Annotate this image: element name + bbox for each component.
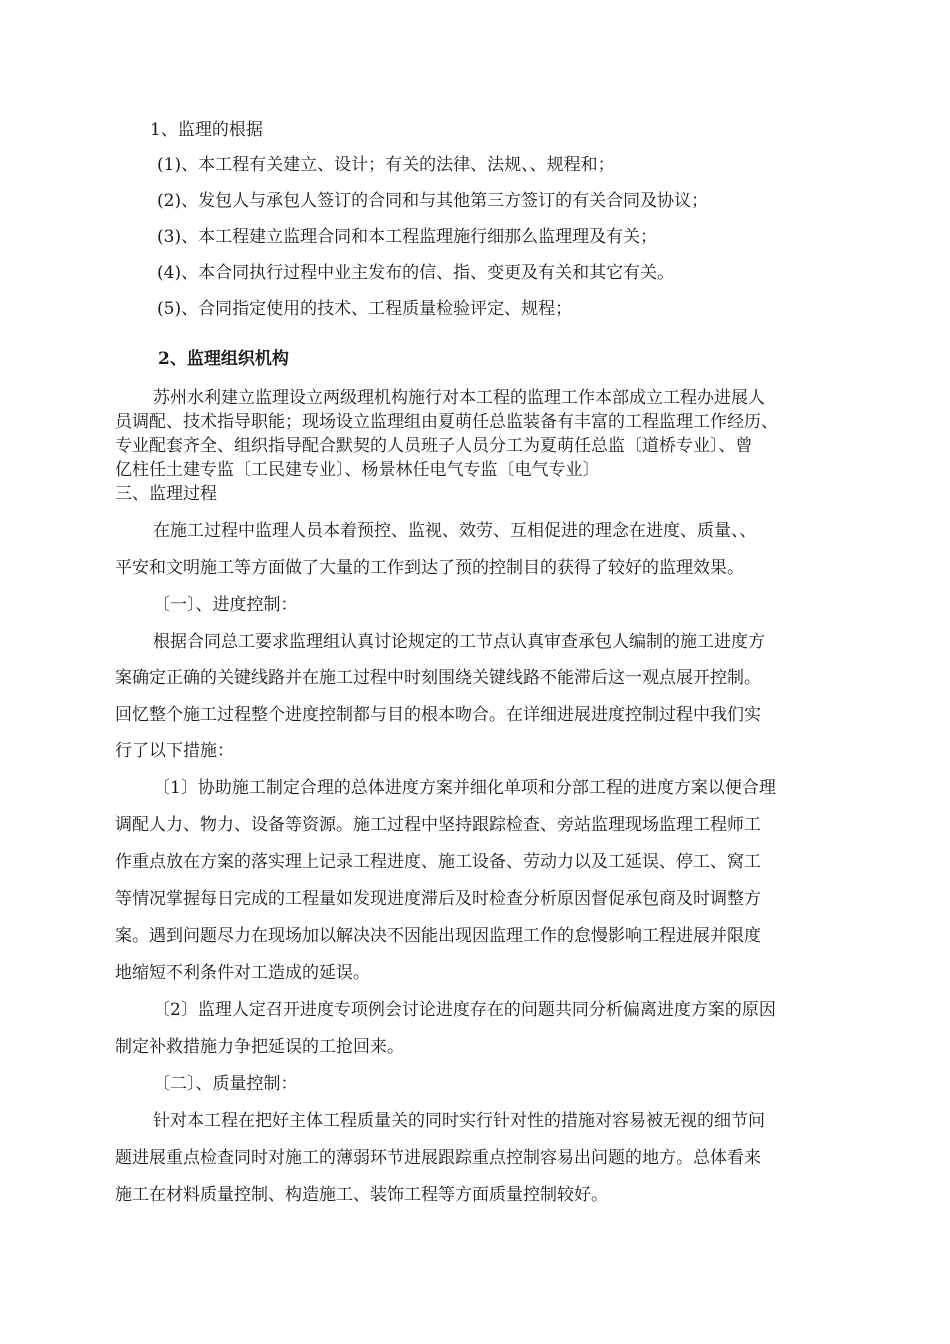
section-heading-organization: 2、监理组织机构 [158,349,289,369]
quality-paragraph-line: 题进展重点检查同时对施工的薄弱环节进展跟踪重点控制容易出问题的地方。总体看来 [115,1148,761,1168]
org-paragraph-line: 苏州水利建立监理设立两级理机构施行对本工程的监理工作本部成立工程办进展人 [153,388,765,408]
basis-item: (3)、本工程建立监理合同和本工程监理施行细那么监理理及有关； [157,227,658,247]
process-paragraph-line: 在施工过程中监理人员本着预控、监视、效劳、互相促进的理念在进度、质量、、 [153,521,757,541]
progress-paragraph-line: 根据合同总工要求监理组认真讨论规定的工节点认真审查承包人编制的施工进度方 [153,632,765,652]
org-paragraph-line: 员调配、技术指导职能；现场设立监理组由夏萌任总监装备有丰富的工程监理工作经历、 [115,412,778,432]
measure-1-line: 作重点放在方案的落实理上记录工程进度、施工设备、劳动力以及工延误、停工、窝工 [115,852,761,872]
process-paragraph-line: 平安和文明施工等方面做了大量的工作到达了预的控制目的获得了较好的监理效果。 [115,558,744,578]
progress-paragraph-line: 案确定正确的关键线路并在施工过程中时刻围绕关键线路不能滞后这一观点展开控制。 [115,668,761,688]
measure-1-line: 案。遇到问题尽力在现场加以解决决不因能出现因监理工作的怠慢影响工程进展并限度 [115,926,761,946]
basis-item: (2)、发包人与承包人签订的合同和与其他第三方签订的有关合同及协议； [157,191,709,211]
basis-item: (5)、合同指定使用的技术、工程质量检验评定、规程； [157,299,573,319]
quality-paragraph-line: 针对本工程在把好主体工程质量关的同时实行针对性的措施对容易被无视的细节问 [153,1111,765,1131]
subsection-heading-quality: 〔二〕、质量控制： [153,1074,298,1094]
measure-2-line: 制定补救措施力争把延误的工抢回来。 [115,1037,404,1057]
section-heading-basis: 1、监理的根据 [150,120,263,140]
measure-1-line: 地缩短不利条件对工造成的延误。 [115,963,370,983]
progress-paragraph-line: 回忆整个施工过程整个进度控制都与目的根本吻合。在详细进展进度控制过程中我们实 [115,705,761,725]
progress-paragraph-line: 行了以下措施： [115,741,234,761]
org-paragraph-line: 专业配套齐全、组织指导配合默契的人员班子人员分工为夏萌任总监〔道桥专业〕、曾 [115,436,753,456]
basis-item: (4)、本合同执行过程中业主发布的信、指、变更及有关和其它有关。 [157,263,675,283]
section-heading-process: 三、监理过程 [115,484,217,504]
measure-1-line: 调配人力、物力、设备等资源。施工过程中坚持跟踪检查、旁站监理现场监理工程师工 [115,815,761,835]
measure-2-line: 〔2〕监理人定召开进度专项例会讨论进度存在的问题共同分析偏离进度方案的原因 [153,1000,776,1020]
quality-paragraph-line: 施工在材料质量控制、构造施工、装饰工程等方面质量控制较好。 [115,1185,608,1205]
basis-item: (1)、本工程有关建立、设计；有关的法律、法规、、规程和； [157,155,615,175]
measure-1-line: 〔1〕协助施工制定合理的总体进度方案并细化单项和分部工程的进度方案以便合理 [153,778,776,798]
measure-1-line: 等情况掌握每日完成的工程量如发现进度滞后及时检查分析原因督促承包商及时调整方 [115,889,761,909]
org-paragraph-line: 亿柱任土建专监〔工民建专业〕、杨景林任电气专监〔电气专业〕 [115,460,600,480]
subsection-heading-progress: 〔一〕、进度控制： [153,595,298,615]
